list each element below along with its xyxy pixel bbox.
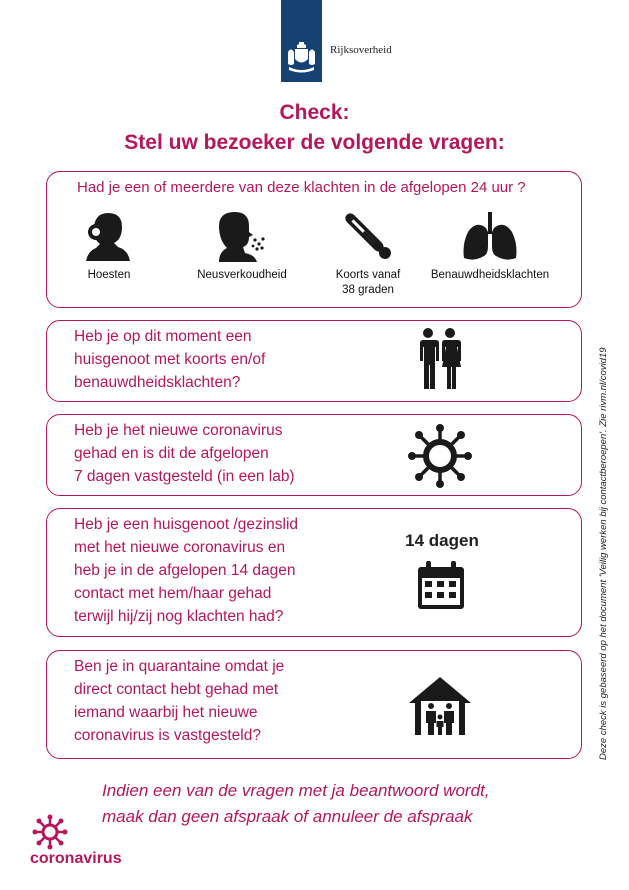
page-subtitle: Stel uw bezoeker de volgende vragen:: [124, 131, 505, 154]
page-title: Check:: [279, 101, 350, 124]
question-box-4: [46, 508, 582, 637]
side-note: Deze check is gebaseerd op het document 'Veilig werken bij contactberoepen'. Zie rivm.nl/covid19: [598, 347, 609, 760]
coat-of-arms-icon: [285, 40, 318, 74]
days-badge: 14 dagen: [405, 531, 479, 550]
sneeze-icon: [217, 210, 267, 262]
thermometer-icon: [338, 210, 398, 262]
logo-text: Rijksoverheid: [330, 44, 392, 56]
question-text: Had je een of meerdere van deze klachten in de afgelopen 24 uur ?: [77, 179, 526, 196]
question-text: Heb je op dit moment een huisgenoot met koorts en/of benauwdheidsklachten?: [74, 328, 266, 391]
house-family-icon: [407, 675, 473, 737]
symptom-fever: [323, 210, 413, 298]
symptom-shortness-of-breath: [423, 210, 557, 283]
question-box-1: [46, 171, 582, 308]
symptom-label: Hoesten: [87, 269, 131, 281]
symptom-cough: [69, 210, 149, 283]
virus-icon: [407, 423, 473, 489]
family-icon: [415, 327, 463, 391]
calendar-icon: [416, 561, 466, 611]
question-text: Ben je in quarantaine omdat je direct contact hebt gehad met iemand waarbij het nieuwe coronavirus is vastgesteld?: [74, 658, 285, 744]
symptom-cold: [187, 210, 297, 283]
footer-line-2: maak dan geen afspraak of annuleer de afspraak: [102, 807, 473, 826]
rijksoverheid-logo-bar: [281, 0, 322, 82]
footer-line-1: Indien een van de vragen met ja beantwoord wordt,: [102, 781, 490, 800]
cough-icon: [86, 210, 132, 262]
coronavirus-logo-icon: [32, 814, 68, 850]
lungs-icon: [460, 210, 520, 262]
coronavirus-brand-text: coronavirus: [30, 850, 122, 867]
symptom-label: Neusverkoudheid: [197, 269, 287, 281]
symptom-label: Koorts vanaf 38 graden: [335, 269, 401, 296]
symptom-label: Benauwdheidsklachten: [430, 269, 550, 281]
question-text: Heb je een huisgenoot /gezinslid met het nieuwe coronavirus en heb je in de afgelopen 14 dagen contact met hem/haar gehad terwijl hij/zij nog klachten had?: [74, 516, 299, 625]
question-box-3: [46, 414, 582, 496]
question-text: Heb je het nieuwe coronavirus gehad en is dit de afgelopen 7 dagen vastgesteld (in een lab): [74, 422, 295, 485]
question-box-5: [46, 650, 582, 759]
question-box-2: [46, 320, 582, 402]
